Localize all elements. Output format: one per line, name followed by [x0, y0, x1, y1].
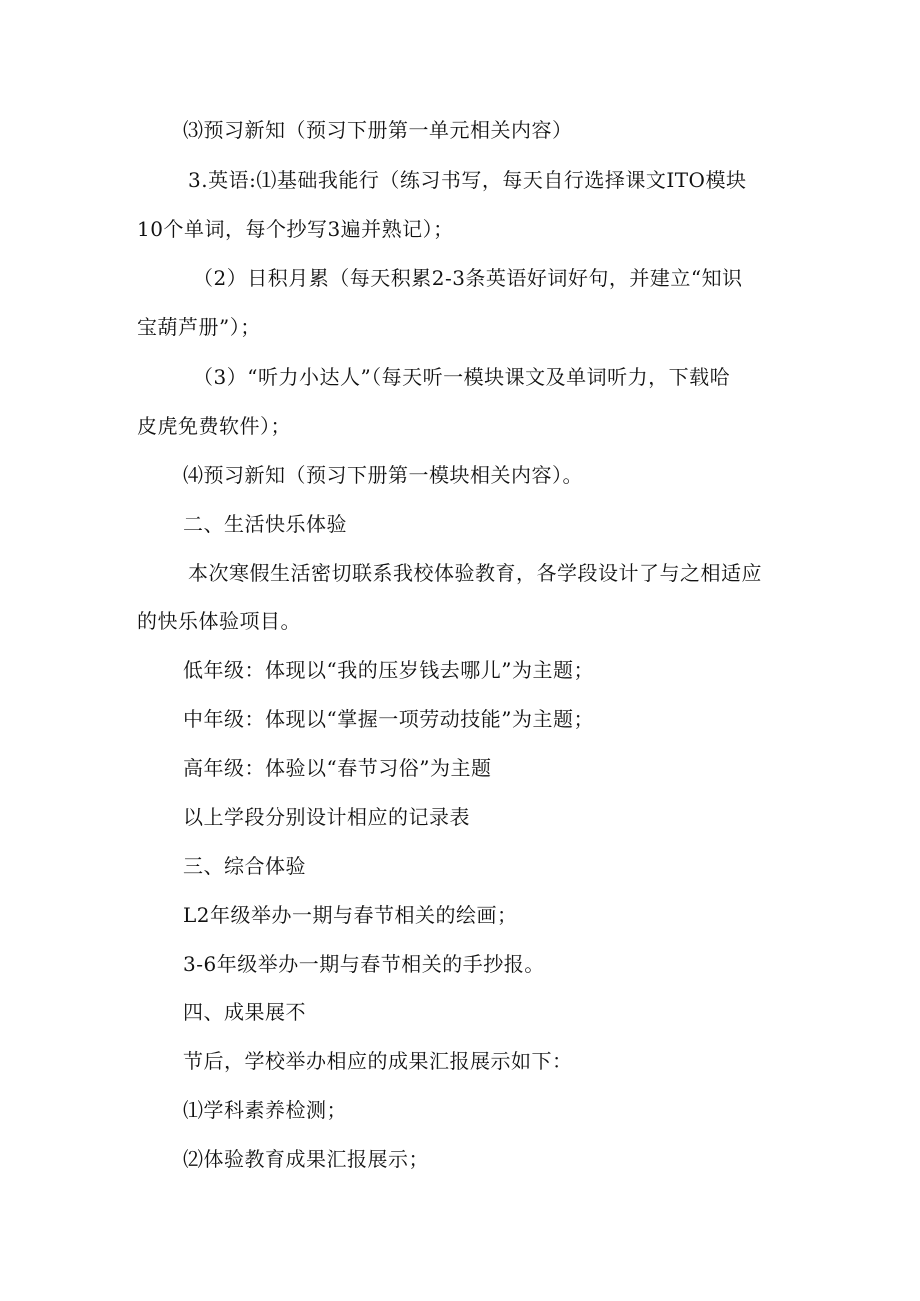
text-line: 低年级：体现以“我的压岁钱去哪儿”为主题；	[183, 658, 594, 682]
text-line: 3-6年级举办一期与春节相关的手抄报。	[183, 952, 545, 976]
section-heading: 四、成果展不	[183, 1000, 306, 1024]
text-line: ⑶预习新知（预习下册第一单元相关内容）	[183, 118, 573, 142]
text-line: ⑵体验教育成果汇报展示；	[183, 1147, 429, 1171]
text-line: 以上学段分别设计相应的记录表	[183, 805, 470, 829]
text-line: 中年级：体现以“掌握一项劳动技能”为主题；	[183, 707, 594, 731]
text-line: ⑴学科素养检测；	[183, 1098, 347, 1122]
text-line: 3.英语:⑴基础我能行（练习书写，每天自行选择课文ITO模块	[188, 168, 747, 192]
text-line: 节后，学校举办相应的成果汇报展示如下：	[183, 1049, 573, 1073]
text-line: （2）日积月累（每天积累2-3条英语好词好句，并建立“知识	[193, 266, 743, 290]
text-line: L2年级举办一期与春节相关的绘画；	[183, 903, 518, 927]
text-line: 皮虎免费软件）；	[137, 414, 291, 438]
text-line: 10个单词，每个抄写3遍并熟记）；	[137, 217, 454, 241]
text-line: 本次寒假生活密切联系我校体验教育，各学段设计了与之相适应	[188, 561, 762, 585]
text-line: 高年级：体验以“春节习俗”为主题	[183, 756, 492, 780]
section-heading: 三、综合体验	[183, 854, 306, 878]
text-line: 的快乐体验项目。	[137, 609, 301, 633]
section-heading: 二、生活快乐体验	[183, 512, 347, 536]
text-line: （3）“听力小达人”（每天听一模块课文及单词听力，下载哈	[193, 365, 731, 389]
text-line: ⑷预习新知（预习下册第一模块相关内容）。	[183, 463, 583, 487]
text-line: 宝葫芦册”）；	[137, 315, 261, 339]
